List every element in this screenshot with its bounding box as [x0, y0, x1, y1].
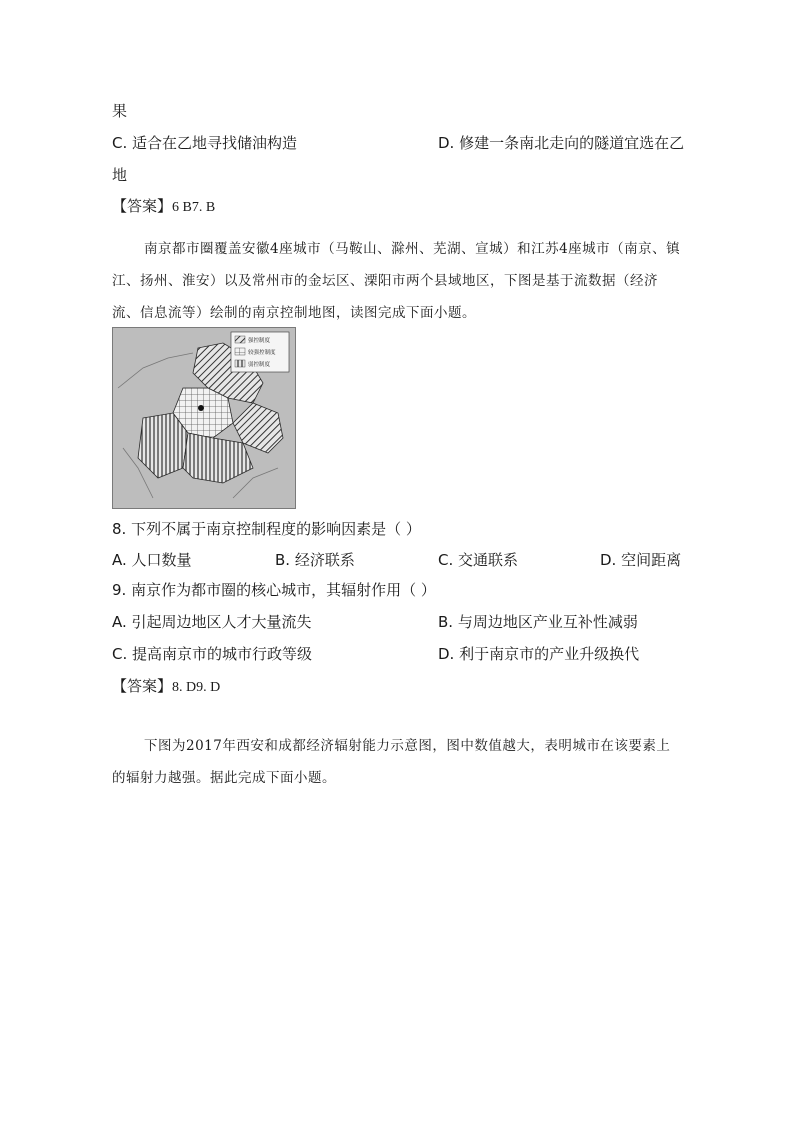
- answer-tag: 【答案】: [112, 677, 173, 695]
- legend-item-3: 弱控制度: [248, 362, 271, 368]
- passage-xian-chengdu-text: 下图为2017年西安和成都经济辐射能力示意图，图中数值越大，表明城市在该要素上的辐射力越强。据此完成下面小题。: [112, 738, 671, 786]
- question-8-stem: 8. 下列不属于南京控制程度的影响因素是（ ）: [112, 520, 421, 538]
- legend-item-1: 强控制度: [248, 338, 271, 344]
- passage-xian-chengdu: [112, 730, 682, 794]
- question-9-stem: 9. 南京作为都市圈的核心城市，其辐射作用（ ）: [112, 581, 436, 599]
- q8-option-c: C. 交通联系: [438, 551, 519, 569]
- q8-option-d: D. 空间距离: [600, 551, 682, 569]
- nanjing-marker: [198, 405, 204, 411]
- q8-option-b: B. 经济联系: [275, 551, 355, 569]
- q7-option-c: C. 适合在乙地寻找储油构造: [112, 134, 298, 152]
- q9-option-c: C. 提高南京市的城市行政等级: [112, 645, 313, 663]
- answer-value: 8. D9. D: [172, 680, 221, 695]
- q9-option-d: D. 利于南京市的产业升级换代: [438, 645, 640, 663]
- q9-option-a: A. 引起周边地区人才大量流失: [112, 613, 312, 631]
- nanjing-control-map: [112, 327, 296, 509]
- answer-value: 6 B7. B: [172, 200, 216, 215]
- q8-option-a: A. 人口数量: [112, 551, 192, 569]
- q7-option-d-continued: 地: [112, 166, 128, 184]
- passage-nanjing-text: 南京都市圈覆盖安徽4座城市（马鞍山、滁州、芜湖、宣城）和江苏4座城市（南京、镇江、扬州、淮安）以及常州市的金坛区、溧阳市两个县域地区，下图是基于流数据（经济流、信息流等）绘制的南京控制地图，读图完成下面小题。: [112, 241, 681, 321]
- question-7-fragment: 果: [112, 102, 128, 120]
- answer-line-2: [112, 676, 220, 698]
- q9-option-b: B. 与周边地区产业互补性减弱: [438, 613, 638, 631]
- passage-nanjing: [112, 233, 682, 329]
- legend-item-2: 较强控制度: [248, 350, 276, 356]
- answer-tag: 【答案】: [112, 197, 173, 215]
- region-southwest: [138, 413, 188, 478]
- answer-line-1: [112, 196, 215, 218]
- map-graphic: [113, 328, 295, 508]
- q7-option-d: D. 修建一条南北走向的隧道宜选在乙: [438, 134, 685, 152]
